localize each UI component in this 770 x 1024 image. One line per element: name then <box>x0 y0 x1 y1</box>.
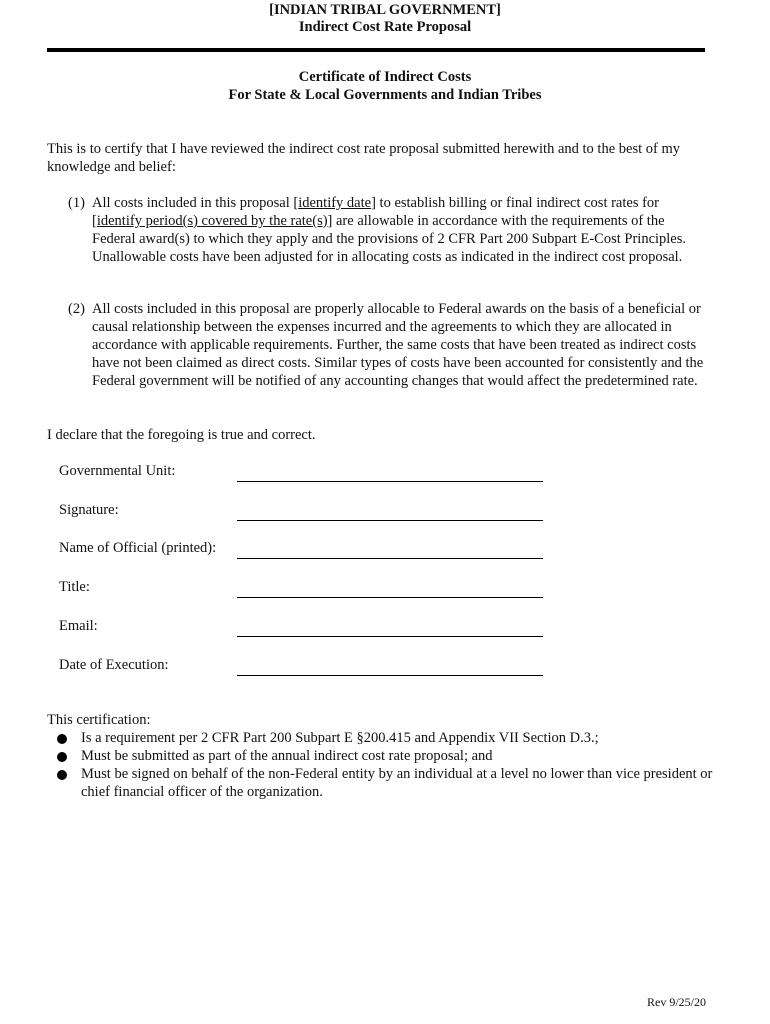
item-number: (1) <box>68 195 85 211</box>
date-of-execution-input[interactable] <box>237 675 543 676</box>
identify-period-placeholder[interactable]: identify period(s) covered by the rate(s) <box>96 213 328 229</box>
item-text: All costs included in this proposal [identify date] to establish billing or final indirect cost rates for [identify period(s) covered by the rate(s)] are allowable in accordance with the requirements of the Federal award(s) to which they apply and the provisions of 2 CFR Part 200 Subpart E-Cost Principles. Unallowable costs have been adjusted for in allocating costs as indicated in the indirect cost proposal. <box>92 195 687 265</box>
date-of-execution-field[interactable] <box>59 657 549 681</box>
certificate-subtitle: For State & Local Governments and Indian Tribes <box>228 87 542 103</box>
certificate-title: Certificate of Indirect Costs <box>298 69 472 85</box>
bullet-icon <box>57 770 67 780</box>
governmental-unit-field[interactable] <box>59 463 549 487</box>
official-name-field[interactable] <box>59 540 549 564</box>
list-item: Must be submitted as part of the annual indirect cost rate proposal; and <box>57 747 717 765</box>
bullet-icon <box>57 734 67 744</box>
declaration: I declare that the foregoing is true and correct. <box>47 427 316 443</box>
list-item: Is a requirement per 2 CFR Part 200 Subpart E §200.415 and Appendix VII Section D.3.; <box>57 729 717 747</box>
certification-item-2 <box>68 300 708 390</box>
title-input[interactable] <box>237 597 543 598</box>
title-field[interactable] <box>59 579 549 603</box>
certificate-heading <box>0 68 770 104</box>
bullet-icon <box>57 752 67 762</box>
signature-field[interactable] <box>59 502 549 526</box>
field-label: Governmental Unit: <box>59 463 176 479</box>
identify-date-placeholder[interactable]: identify date <box>298 195 372 211</box>
signature-input[interactable] <box>237 520 543 521</box>
field-label: Email: <box>59 618 98 634</box>
revision-date: Rev 9/25/20 <box>647 995 706 1009</box>
email-input[interactable] <box>237 636 543 637</box>
official-name-input[interactable] <box>237 558 543 559</box>
field-label: Signature: <box>59 502 119 518</box>
field-label: Name of Official (printed): <box>59 540 217 556</box>
field-label: Date of Execution: <box>59 657 169 673</box>
certification-item-1 <box>68 194 708 266</box>
email-field[interactable] <box>59 618 549 642</box>
header-divider <box>47 48 705 52</box>
item-text: All costs included in this proposal are properly allocable to Federal awards on the basis of a beneficial or causal relationship between the expenses incurred and the agreements to which they are allocated in accordance with applicable requirements. Further, the same costs that have been treated as indirect costs have not been claimed as direct costs. Similar types of costs have been accounted for consistently and the Federal government will be notified of any accounting changes that would affect the predetermined rate. <box>92 301 704 389</box>
list-item: Must be signed on behalf of the non-Federal entity by an individual at a level no lower than vice president or chief financial officer of the organization. <box>57 765 717 801</box>
item-number: (2) <box>68 301 85 317</box>
field-label: Title: <box>59 579 90 595</box>
governmental-unit-input[interactable] <box>237 481 543 482</box>
certification-list <box>57 729 717 801</box>
intro-paragraph: This is to certify that I have reviewed the indirect cost rate proposal submitted herewith and to the best of my knowledge and belief: <box>47 141 680 175</box>
proposal-subtitle: Indirect Cost Rate Proposal <box>298 19 472 35</box>
certification-intro: This certification: <box>47 712 151 728</box>
organization-name: [INDIAN TRIBAL GOVERNMENT] <box>269 2 501 18</box>
